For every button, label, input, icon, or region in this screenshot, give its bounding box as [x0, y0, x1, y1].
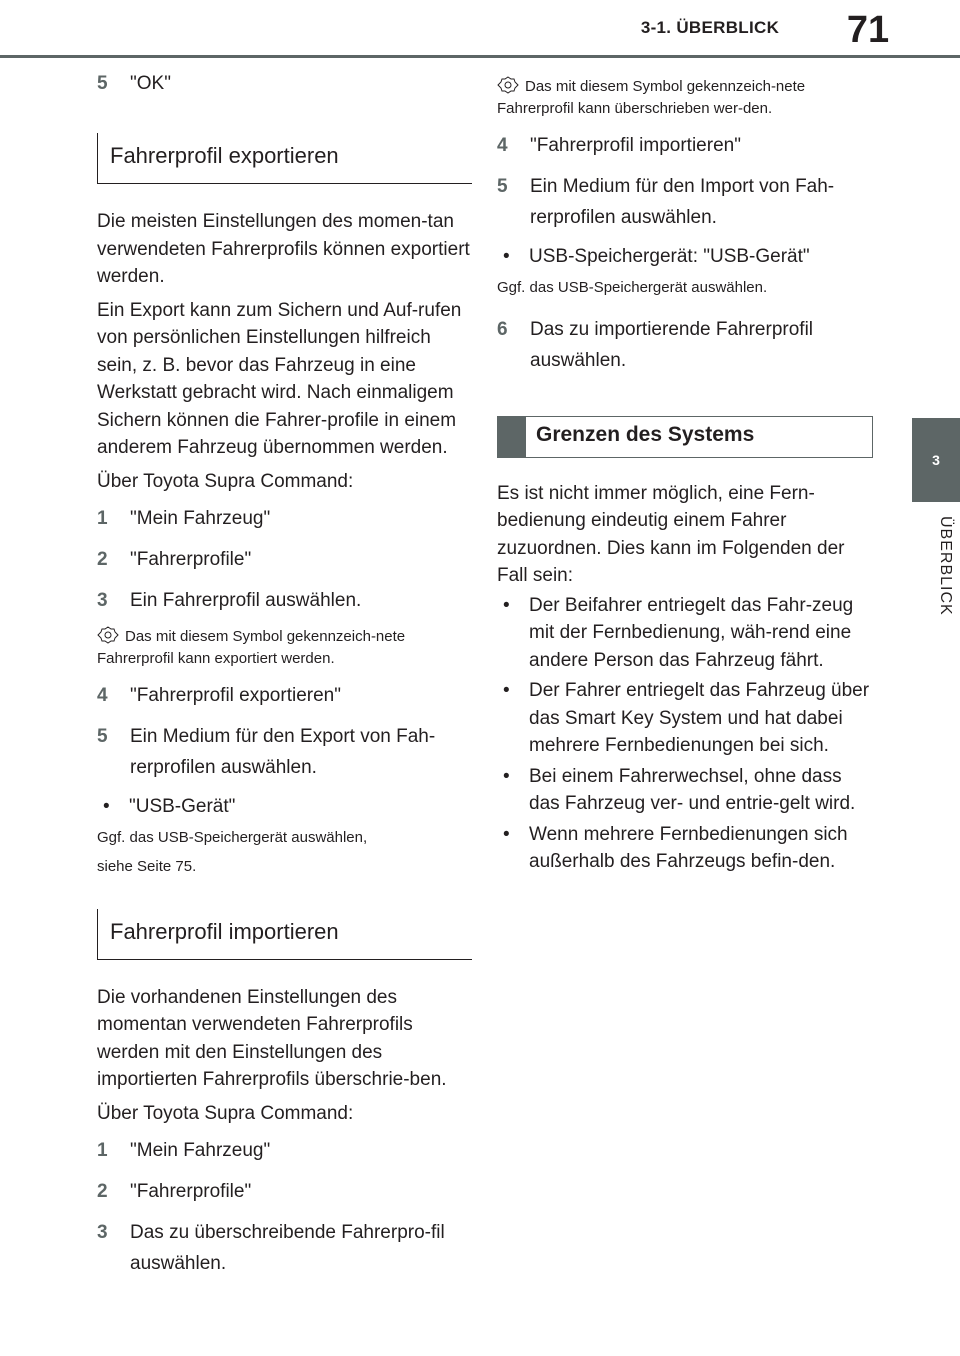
step-number: 4 — [497, 135, 508, 156]
step-text: Das zu importierende Fahrerprofil auswählen. — [530, 318, 814, 371]
step-text: "OK" — [130, 73, 171, 94]
step-text: "Fahrerprofil exportieren" — [130, 685, 341, 706]
bullet-text: Der Beifahrer entriegelt das Fahr-zeug mit der Fernbedienung, wäh-rend eine andere Person das Fahrzeug fährt. — [529, 594, 854, 671]
step-item — [497, 314, 873, 376]
step-number: 6 — [497, 318, 508, 340]
chapter-side-label: ÜBERBLICK — [937, 516, 954, 616]
bullet-mark: • — [503, 246, 510, 267]
heading-bar — [498, 417, 526, 457]
step-text: "Fahrerprofile" — [130, 549, 252, 570]
heading-text: Grenzen des Systems — [536, 422, 755, 446]
paragraph: Ein Export kann zum Sichern und Auf-rufen von persönlichen Einstellungen hilfreich sein, z. B. bevor das Fahrzeug in eine Werkstatt gebracht wird. Nach einmaligem Sichern können die Fahrer-profile in einem anderem Fahrzeug übernommen werden. — [97, 299, 462, 458]
step-number: 1 — [97, 508, 108, 529]
gear-icon — [97, 626, 119, 644]
bullet-mark: • — [503, 594, 510, 616]
page-number: 71 — [846, 9, 890, 51]
hint-text: Ggf. das USB-Speichergerät auswählen, — [97, 828, 368, 846]
step-number: 5 — [97, 726, 108, 747]
bullet-mark: • — [503, 680, 510, 701]
bullet-text: "USB-Gerät" — [129, 796, 236, 817]
bullet-item — [497, 821, 873, 876]
step-number: 2 — [97, 1181, 108, 1202]
step-text: "Mein Fahrzeug" — [130, 508, 271, 529]
paragraph: Über Toyota Supra Command: — [97, 1102, 354, 1124]
symbol-note — [497, 76, 873, 120]
section-heading-import: Fahrerprofil importieren — [97, 909, 472, 960]
header-divider — [0, 55, 960, 58]
bullet-item — [497, 243, 873, 271]
bullet-item — [497, 763, 873, 818]
bullet-text: USB-Speichergerät: "USB-Gerät" — [529, 246, 810, 267]
step-item — [97, 721, 472, 783]
step-item — [97, 544, 472, 575]
hint-text: siehe Seite 75. — [97, 857, 197, 875]
step-text: Ein Fahrerprofil auswählen. — [130, 590, 362, 611]
step-number: 5 — [497, 176, 508, 197]
step-text: "Fahrerprofil importieren" — [530, 135, 741, 156]
step-item — [97, 68, 472, 99]
step-number: 5 — [97, 73, 108, 94]
step-item — [97, 503, 472, 534]
step-text: Das zu überschreibende Fahrerpro-fil auswählen. — [130, 1222, 445, 1274]
bullet-mark: • — [503, 765, 510, 787]
right-column — [497, 62, 873, 879]
step-number: 4 — [97, 685, 108, 706]
symbol-note — [97, 626, 472, 670]
bullet-text: Der Fahrer entriegelt das Fahrzeug über das Smart Key System und hat dabei mehrere Fernbedienungen bei sich. — [529, 680, 870, 756]
bullet-mark: • — [103, 796, 110, 817]
chapter-tab — [912, 418, 960, 502]
step-number: 2 — [97, 549, 108, 570]
step-number: 3 — [97, 590, 108, 611]
step-number: 3 — [97, 1222, 108, 1243]
step-item — [497, 130, 873, 161]
hint-text: Ggf. das USB-Speichergerät auswählen. — [497, 278, 768, 296]
step-item — [97, 1217, 472, 1279]
paragraph: Die vorhandenen Einstellungen des momentan verwendeten Fahrerprofils werden mit den Einstellungen des importierten Fahrerprofils überschrie-ben. — [97, 986, 447, 1090]
step-text: "Fahrerprofile" — [130, 1181, 252, 1202]
bullet-mark: • — [503, 823, 510, 845]
bullet-text: Bei einem Fahrerwechsel, ohne dass das Fahrzeug ver- und entrie-gelt wird. — [529, 765, 856, 814]
step-text: "Mein Fahrzeug" — [130, 1140, 271, 1161]
step-item — [97, 1135, 472, 1166]
paragraph: Über Toyota Supra Command: — [97, 470, 354, 492]
gear-icon — [497, 76, 519, 94]
step-item — [97, 585, 472, 616]
bullet-item — [497, 677, 873, 760]
left-column — [97, 62, 472, 1289]
bullet-item — [97, 793, 472, 821]
paragraph: Die meisten Einstellungen des momen-tan verwendeten Fahrerprofils können exportiert werden. — [97, 211, 470, 287]
paragraph: Es ist nicht immer möglich, eine Fern-bedienung eindeutig einem Fahrer zuzuordnen. Dies kann im Folgenden der Fall sein: — [497, 482, 845, 586]
step-number: 1 — [97, 1140, 108, 1161]
note-text: Das mit diesem Symbol gekennzeich-nete Fahrerprofil kann überschrieben wer-den. — [497, 78, 806, 117]
section-heading-export: Fahrerprofil exportieren — [97, 133, 472, 184]
step-item — [97, 680, 472, 711]
chapter-number: 3 — [932, 452, 940, 468]
step-item — [97, 1176, 472, 1207]
note-text: Das mit diesem Symbol gekennzeich-nete Fahrerprofil kann exportiert werden. — [97, 628, 406, 667]
section-heading-limits — [497, 416, 873, 458]
step-item — [497, 171, 873, 233]
step-text: Ein Medium für den Import von Fah-rerprofilen auswählen. — [530, 176, 835, 228]
section-title: 3-1. ÜBERBLICK — [640, 18, 780, 37]
bullet-text: Wenn mehrere Fernbedienungen sich außerhalb des Fahrzeugs befin-den. — [529, 823, 848, 872]
bullet-item — [497, 592, 873, 675]
step-text: Ein Medium für den Export von Fah-rerprofilen auswählen. — [130, 726, 436, 778]
